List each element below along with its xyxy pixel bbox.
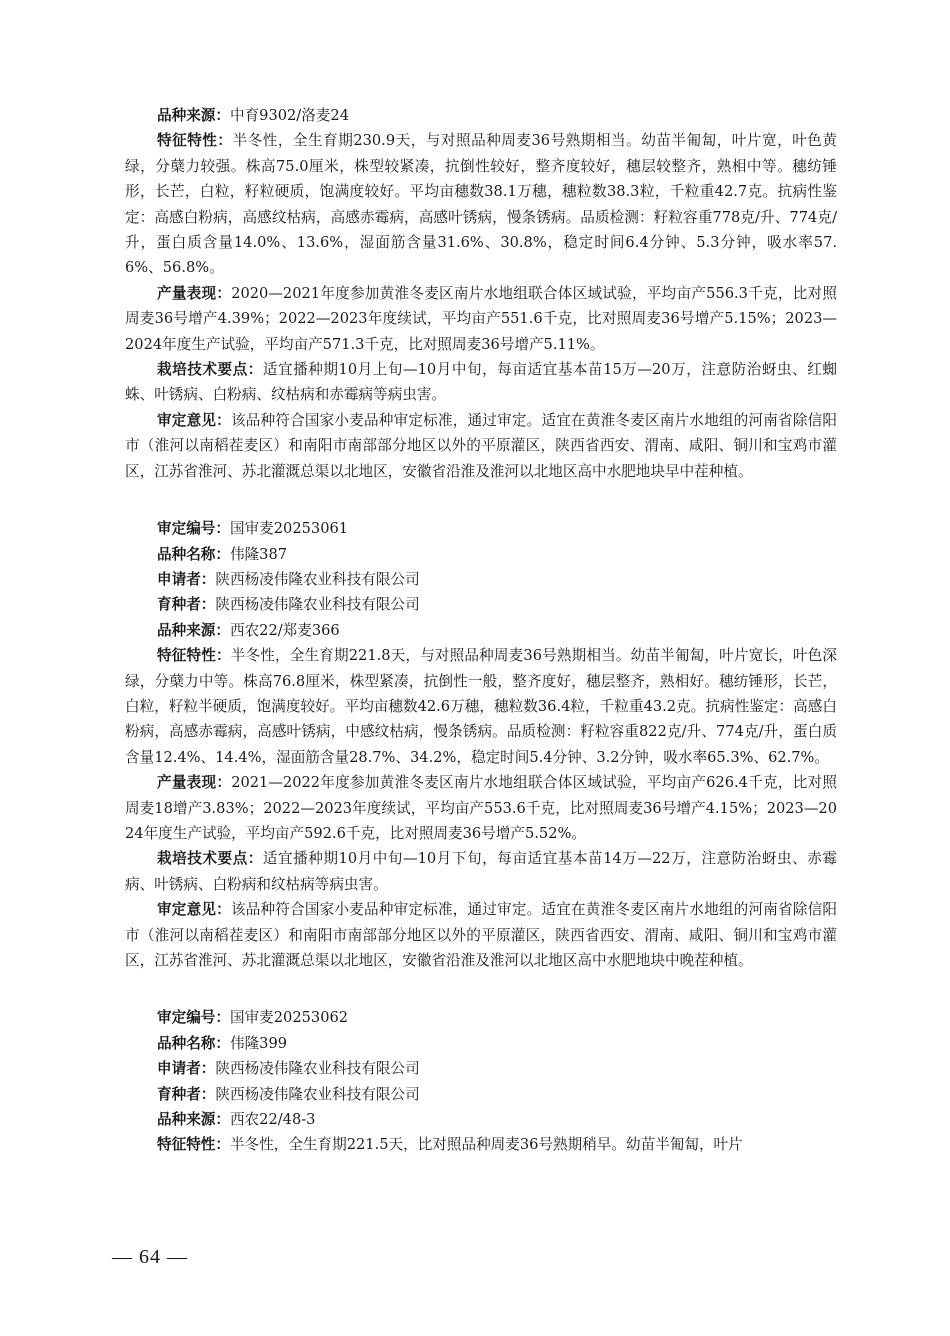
field-value: 2020—2021年度参加黄淮冬麦区南片水地组联合体区域试验，平均亩产556.3千克，比对照周麦36号增产4.39%；2022—2023年度续试，平均亩产551.6千克，比对照周麦36号增产5.15%；2023—2024年度生产试验，平均亩产571.3千克，比对照周麦36号增产5.11%。	[125, 284, 837, 353]
field-value: 国审麦20253061	[229, 520, 349, 538]
variety-entry-continued	[125, 103, 837, 484]
field-value: 适宜播种期10月中旬—10月下旬，每亩适宜基本苗14万—22万，注意防治蚜虫、赤霉病、叶锈病、白粉病和纹枯病等病虫害。	[125, 850, 837, 893]
field-value: 陕西杨凌伟隆农业科技有限公司	[215, 1085, 420, 1103]
field-value: 陕西杨凌伟隆农业科技有限公司	[215, 596, 420, 614]
field-source	[125, 103, 837, 128]
field-cultivation	[125, 846, 837, 897]
field-name	[125, 1031, 837, 1056]
field-label: 审定意见：	[157, 901, 231, 919]
field-label: 产量表现：	[157, 774, 232, 792]
field-label: 审定编号：	[157, 520, 230, 538]
field-breeder	[125, 592, 837, 617]
field-label: 栽培技术要点：	[157, 850, 263, 868]
field-value: 伟隆399	[229, 1034, 288, 1052]
field-value: 适宜播种期10月上旬—10月中旬，每亩适宜基本苗15万—20万，注意防治蚜虫、红蜘蛛、叶锈病、白粉病、纹枯病和赤霉病等病虫害。	[125, 361, 837, 404]
field-label: 品种来源：	[157, 621, 230, 639]
field-code	[125, 516, 837, 541]
field-label: 产量表现：	[157, 284, 232, 302]
field-label: 育种者：	[157, 596, 216, 614]
field-name	[125, 542, 837, 567]
field-value: 该品种符合国家小麦品种审定标准，通过审定。适宜在黄淮冬麦区南片水地组的河南省除信阳市（淮河以南稻茬麦区）和南阳市南部部分地区以外的平原灌区，陕西省西安、渭南、咸阳、铜川和宝鸡市灌区，江苏省淮河、苏北灌溉总渠以北地区，安徽省沿淮及淮河以北地区高中水肥地块早中茬种植。	[125, 411, 837, 480]
field-label: 品种来源：	[157, 1111, 230, 1129]
variety-entry-weilong-399	[125, 1005, 837, 1157]
field-label: 审定意见：	[157, 411, 231, 429]
field-traits	[125, 643, 837, 770]
page-number: — 64 —	[112, 1246, 188, 1268]
field-opinion	[125, 408, 837, 484]
field-traits	[125, 1132, 837, 1157]
field-value: 半冬性，全生育期221.5天，比对照品种周麦36号熟期稍早。幼苗半匍匐，叶片	[229, 1136, 743, 1154]
field-label: 品种名称：	[157, 545, 230, 563]
field-label: 申请者：	[157, 1060, 216, 1078]
field-source	[125, 1107, 837, 1132]
field-value: 半冬性，全生育期221.8天，与对照品种周麦36号熟期相当。幼苗半匍匐，叶片宽长，叶色深绿，分蘖力中等。株高76.8厘米，株型紧凑，抗倒性一般，整齐度好，穗层整齐，熟相好。穗纺锤形，长芒，白粒，籽粒半硬质，饱满度较好。平均亩穗数42.6万穗，穗粒数36.4粒，千粒重43.2克。抗病性鉴定：高感白粉病，高感赤霉病，高感叶锈病，中感纹枯病，慢条锈病。品质检测：籽粒容重822克/升、774克/升，蛋白质含量12.4%、14.4%，湿面筋含量28.7%、34.2%，稳定时间5.4分钟、3.2分钟，吸水率65.3%、62.7%。	[125, 647, 837, 766]
field-opinion	[125, 897, 837, 973]
field-source	[125, 618, 837, 643]
field-label: 特征特性：	[157, 132, 233, 150]
field-yield	[125, 281, 837, 357]
field-applicant	[125, 567, 837, 592]
field-label: 特征特性：	[157, 647, 231, 665]
field-label: 品种来源：	[157, 107, 230, 124]
field-value: 陕西杨凌伟隆农业科技有限公司	[215, 570, 420, 588]
field-value: 伟隆387	[229, 545, 288, 563]
field-label: 申请者：	[157, 570, 216, 588]
field-value: 西农22/郑麦366	[229, 621, 340, 639]
variety-entry-weilong-387	[125, 516, 837, 973]
field-traits	[125, 128, 837, 280]
field-breeder	[125, 1082, 837, 1107]
field-label: 栽培技术要点：	[157, 361, 263, 379]
field-value: 国审麦20253062	[229, 1009, 349, 1027]
section-spacer	[125, 484, 837, 516]
field-label: 审定编号：	[157, 1009, 230, 1027]
field-label: 特征特性：	[157, 1136, 230, 1154]
field-label: 育种者：	[157, 1085, 216, 1103]
field-yield	[125, 770, 837, 846]
field-value: 西农22/48-3	[229, 1111, 316, 1129]
field-value: 半冬性，全生育期230.9天，与对照品种周麦36号熟期相当。幼苗半匍匐，叶片宽，叶色黄绿，分蘖力较强。株高75.0厘米，株型较紧凑，抗倒性较好，整齐度较好，穗层较整齐，熟相中等。穗纺锤形，长芒，白粒，籽粒硬质，饱满度较好。平均亩穗数38.1万穗，穗粒数38.3粒，千粒重42.7克。抗病性鉴定：高感白粉病，高感纹枯病，高感赤霉病，高感叶锈病，慢条锈病。品质检测：籽粒容重778克/升、774克/升，蛋白质含量14.0%、13.6%，湿面筋含量31.6%、30.8%，稳定时间6.4分钟、5.3分钟，吸水率57.6%、56.8%。	[125, 132, 837, 277]
field-value: 该品种符合国家小麦品种审定标准，通过审定。适宜在黄淮冬麦区南片水地组的河南省除信阳市（淮河以南稻茬麦区）和南阳市南部部分地区以外的平原灌区，陕西省西安、渭南、咸阳、铜川和宝鸡市灌区，江苏省淮河、苏北灌溉总渠以北地区，安徽省沿淮及淮河以北地区高中水肥地块中晚茬种植。	[125, 901, 837, 969]
field-applicant	[125, 1056, 837, 1081]
page-body	[125, 103, 837, 1158]
field-label: 品种名称：	[157, 1034, 230, 1052]
section-spacer	[125, 973, 837, 1005]
field-value: 中育9302/洛麦24	[229, 107, 349, 124]
field-value: 陕西杨凌伟隆农业科技有限公司	[215, 1060, 420, 1078]
field-code	[125, 1005, 837, 1030]
field-value: 2021—2022年度参加黄淮冬麦区南片水地组联合体区域试验，平均亩产626.4千克，比对照周麦18增产3.83%；2022—2023年度续试，平均亩产553.6千克，比对照周麦36号增产4.15%；2023—2024年度生产试验，平均亩产592.6千克，比对照周麦36号增产5.52%。	[125, 774, 837, 842]
field-cultivation	[125, 357, 837, 408]
